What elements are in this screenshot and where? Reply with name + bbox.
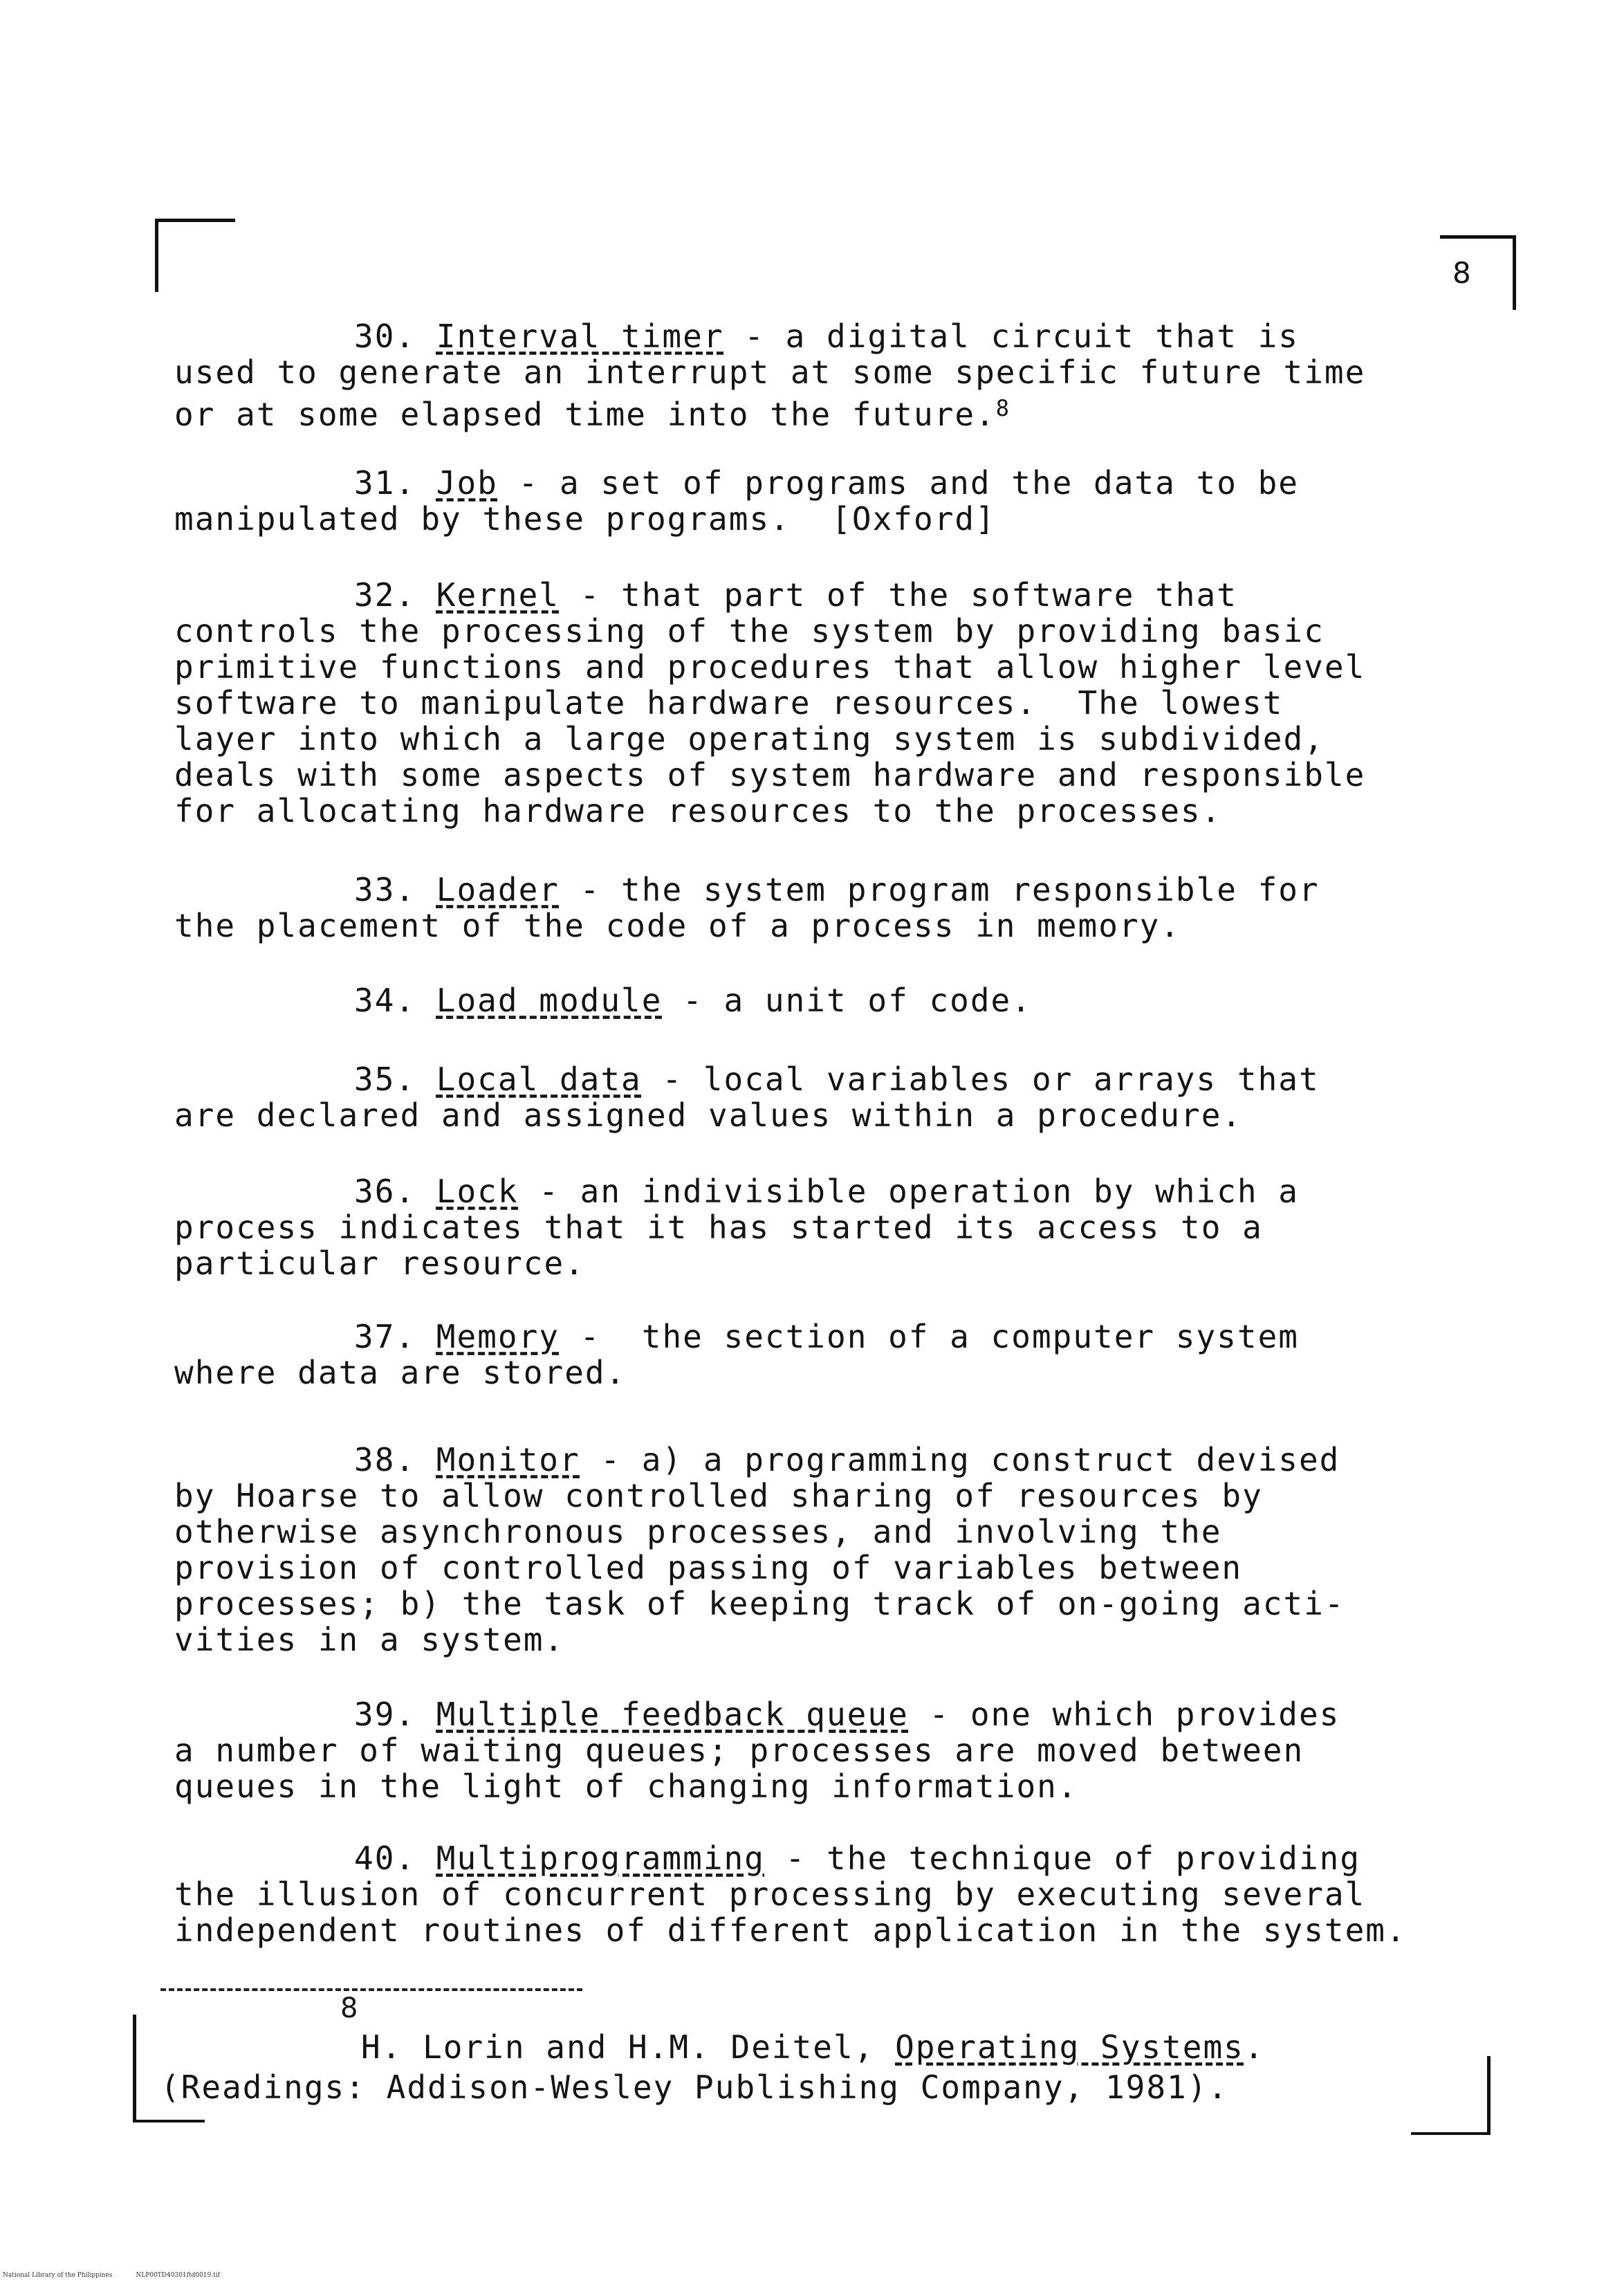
- entry-number: 32.: [354, 576, 416, 614]
- entry-definition: by Hoarse to allow controlled sharing of resources by otherwise asynchronous processes, and involving the provision of controlled passing of variables between processes; b) the task of keeping track of on-going acti- vities in a system.: [174, 1477, 1345, 1658]
- entry-definition: - a set of programs and the data to be: [497, 464, 1299, 502]
- entry-term: Local data: [436, 1061, 642, 1098]
- entry-definition: controls the processing of the system by providing basic primitive functions and procedures that allow higher level software to manipulate hardware resources. The lowest layer into which a large operating system is subdivided, deals with some aspects of system hardware and responsible for allocating hardware resources to the processes.: [174, 612, 1366, 829]
- entry-number: 30.: [354, 318, 416, 355]
- entry-definition: the placement of the code of a process in memory.: [174, 907, 1181, 944]
- entry-term: Load module: [436, 982, 663, 1019]
- entry-definition: - local variables or arrays that: [641, 1061, 1320, 1098]
- entry-number: 38.: [354, 1441, 416, 1478]
- entry-number: 40.: [354, 1840, 416, 1877]
- entry-definition: the illusion of concurrent processing by executing several independent routines of different application in the system.: [174, 1876, 1407, 1949]
- crop-mark-bottom-right: [1411, 2132, 1490, 2135]
- entry-term: Monitor: [436, 1441, 580, 1478]
- entry-definition: - the section of a computer system: [559, 1318, 1299, 1355]
- entry-definition: - an indivisible operation by which a: [518, 1173, 1299, 1210]
- entry-number: 37.: [354, 1318, 416, 1355]
- crop-mark-top-right: [1513, 235, 1516, 310]
- entry-definition: - a) a programming construct devised: [580, 1441, 1340, 1478]
- entry-number: 35.: [354, 1061, 416, 1098]
- entry-definition: where data are stored.: [174, 1354, 627, 1391]
- entry-term: Multiprogramming: [436, 1840, 765, 1877]
- footnote-mark: 8: [340, 1992, 358, 2024]
- entry-term: Memory: [436, 1318, 560, 1355]
- glossary-entry: [174, 1173, 1523, 1281]
- entry-definition: - one which provides: [908, 1696, 1340, 1733]
- glossary-entry: [174, 577, 1523, 829]
- crop-mark-top-left: [155, 219, 158, 292]
- entry-term: Job: [436, 464, 498, 502]
- library-name: National Library of the Philippines: [3, 2272, 113, 2279]
- entry-term: Kernel: [436, 576, 560, 614]
- footnote-rule: [160, 1988, 582, 1991]
- entry-term: Loader: [436, 871, 560, 908]
- crop-mark-top-right: [1440, 235, 1516, 239]
- glossary-entry: [174, 1696, 1523, 1804]
- glossary-entry: [174, 1840, 1523, 1948]
- footnote-title: Operating Systems: [895, 2028, 1244, 2066]
- entry-definition: a number of waiting queues; processes are moved between queues in the light of changing information.: [174, 1732, 1304, 1805]
- entry-definition: - that part of the software that: [559, 576, 1237, 614]
- entry-number: 31.: [354, 464, 416, 502]
- glossary-entry: [174, 465, 1523, 537]
- footnote-reference: 8: [995, 395, 1010, 421]
- entry-definition: manipulated by these programs. [Oxford]: [174, 500, 996, 538]
- entry-term: Multiple feedback queue: [436, 1696, 909, 1733]
- page-number: 8: [1452, 256, 1471, 290]
- glossary-entry: [174, 318, 1523, 432]
- entry-definition: - the system program responsible for: [559, 871, 1320, 908]
- crop-mark-top-left: [155, 219, 235, 222]
- footnote-punct: .: [1244, 2028, 1265, 2066]
- entry-number: 39.: [354, 1696, 416, 1733]
- scan-file-id: NLP00TD40301ftd0019.tif: [136, 2272, 220, 2279]
- entry-definition: process indicates that it has started its access to a particular resource.: [174, 1209, 1263, 1282]
- entry-number: 36.: [354, 1173, 416, 1210]
- entry-definition: used to generate an interrupt at some specific future time or at some elapsed time into the future.: [174, 354, 1366, 433]
- entry-definition: - a digital circuit that is: [723, 318, 1299, 355]
- crop-mark-bottom-left: [133, 2015, 136, 2122]
- entry-number: 33.: [354, 871, 416, 908]
- entry-definition: - the technique of providing: [764, 1840, 1361, 1877]
- entry-definition: are declared and assigned values within a procedure.: [174, 1097, 1243, 1134]
- crop-mark-bottom-right: [1487, 2056, 1491, 2135]
- footnote-text: [160, 2027, 1475, 2107]
- entry-number: 34.: [354, 982, 416, 1019]
- footnote-authors: H. Lorin and H.M. Deitel,: [361, 2028, 896, 2066]
- entry-term: Interval timer: [436, 318, 724, 355]
- crop-mark-bottom-left: [133, 2120, 205, 2122]
- glossary-entry: [174, 872, 1523, 944]
- footnote-publisher: (Readings: Addison-Wesley Publishing Company, 1981).: [160, 2069, 1229, 2106]
- glossary-entry: [174, 1319, 1523, 1391]
- glossary-entry: [174, 1061, 1523, 1133]
- entry-term: Lock: [436, 1173, 519, 1210]
- entry-definition: - a unit of code.: [662, 982, 1032, 1019]
- glossary-entry: [174, 982, 1523, 1018]
- glossary-entry: [174, 1442, 1523, 1658]
- scan-caption: [3, 2272, 243, 2279]
